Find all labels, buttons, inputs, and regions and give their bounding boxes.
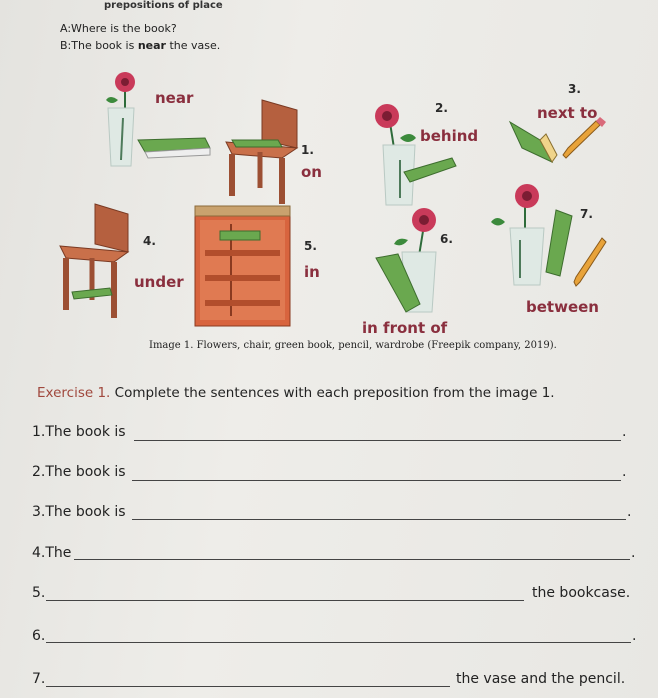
sentence-suffix: . bbox=[622, 424, 627, 440]
label-in: in bbox=[304, 263, 320, 281]
answer-blank[interactable] bbox=[132, 519, 626, 520]
label-on: on bbox=[301, 163, 322, 181]
label-number-4: 4. bbox=[143, 234, 156, 248]
dialogue-answer-start: B:The book is bbox=[60, 39, 138, 52]
next-to-scene bbox=[510, 117, 606, 162]
dialogue-question: A:Where is the book? bbox=[60, 22, 177, 35]
label-number-3: 3. bbox=[568, 82, 581, 96]
exercise-text: Complete the sentences with each preposition from the image 1. bbox=[110, 385, 555, 401]
answer-blank[interactable] bbox=[46, 642, 631, 643]
image-caption: Image 1. Flowers, chair, green book, pencil, wardrobe (Freepik company, 2019). bbox=[149, 340, 557, 351]
under-chair-scene bbox=[60, 204, 128, 318]
in-front-of-scene bbox=[376, 208, 436, 312]
dialogue-answer-bold: near bbox=[137, 39, 166, 52]
sentence-prefix: 6. bbox=[32, 628, 46, 644]
sentence-suffix: . bbox=[632, 628, 637, 644]
exercise-instruction bbox=[37, 385, 555, 401]
answer-blank[interactable] bbox=[132, 480, 621, 481]
label-next-to: next to bbox=[537, 104, 598, 122]
label-number-7: 7. bbox=[580, 207, 593, 221]
sentence-prefix: 7. bbox=[32, 671, 46, 687]
wardrobe-scene bbox=[195, 206, 290, 326]
near-scene bbox=[106, 72, 210, 166]
sentence-suffix: the bookcase. bbox=[532, 585, 631, 601]
sentence-prefix: 4.The bbox=[32, 545, 72, 561]
on-chair-scene bbox=[226, 100, 297, 204]
label-number-5: 5. bbox=[304, 239, 317, 253]
label-number-6: 6. bbox=[440, 232, 453, 246]
dialogue-answer-end: the vase. bbox=[165, 39, 221, 52]
sentence-prefix: 1.The book is bbox=[32, 424, 126, 440]
label-in-front-of: in front of bbox=[362, 319, 448, 337]
sentence-suffix: the vase and the pencil. bbox=[456, 671, 626, 687]
sentence-prefix: 2.The book is bbox=[32, 464, 126, 480]
answer-blank[interactable] bbox=[46, 600, 524, 601]
sentence-suffix: . bbox=[627, 504, 632, 520]
label-under: under bbox=[134, 273, 184, 291]
label-behind: behind bbox=[420, 127, 479, 145]
label-number-1: 1. bbox=[301, 143, 314, 157]
label-between: between bbox=[526, 298, 599, 316]
label-number-2: 2. bbox=[435, 101, 448, 115]
answer-blank[interactable] bbox=[74, 559, 630, 560]
exercise-label: Exercise 1. bbox=[37, 385, 111, 401]
behind-scene bbox=[375, 104, 456, 205]
sentence-prefix: 5. bbox=[32, 585, 46, 601]
between-scene bbox=[491, 184, 606, 286]
label-near: near bbox=[155, 89, 194, 107]
sentence-suffix: . bbox=[622, 464, 627, 480]
answer-blank[interactable] bbox=[46, 686, 450, 687]
page-header: prepositions of place bbox=[104, 0, 223, 11]
sentence-prefix: 3.The book is bbox=[32, 504, 126, 520]
answer-blank[interactable] bbox=[134, 440, 621, 441]
sentence-suffix: . bbox=[631, 545, 636, 561]
